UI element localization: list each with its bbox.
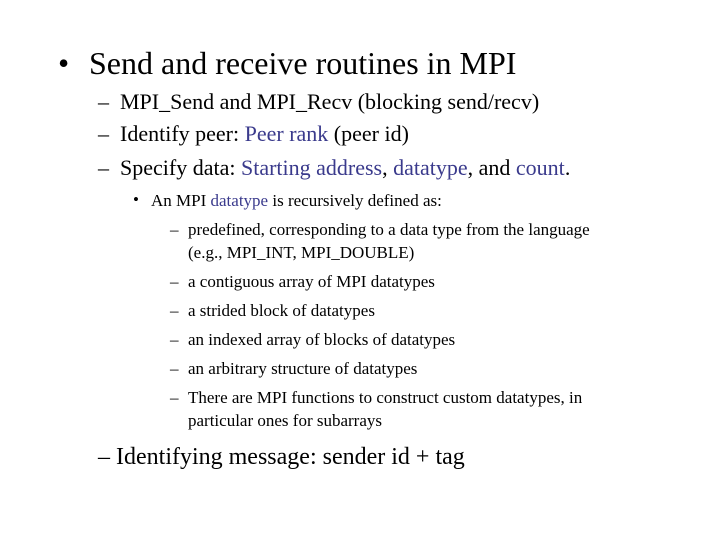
sub-item-2-post: (peer id) (328, 121, 409, 146)
datatype-item-4-text: an indexed array of blocks of datatypes (188, 330, 456, 349)
bullet-main-text: Send and receive routines in MPI (89, 45, 517, 81)
sub-item-2-pre: Identify peer: (120, 121, 245, 146)
last-item-label: Identifying message: sender id + tag (116, 444, 465, 470)
datatype-item-1-marker: – (170, 220, 179, 239)
datatype-bullet-text (151, 192, 442, 209)
datatype-item-5-marker: – (170, 359, 179, 378)
sub-item-2-marker: – (98, 121, 109, 146)
sub-item-3-highlight-2: datatype (393, 155, 468, 180)
last-item-text (98, 445, 465, 469)
datatype-item-2-text: a contiguous array of MPI datatypes (188, 272, 435, 291)
datatype-item-3-text: a strided block of datatypes (188, 301, 375, 320)
sub-item-2-highlight: Peer rank (244, 121, 329, 146)
datatype-bullet-highlight: datatype (210, 191, 269, 210)
sub-item-3-mid-2: , and (467, 155, 516, 180)
sub-item-3-highlight-1: Starting address (240, 155, 383, 180)
sub-item-2-text (120, 123, 409, 145)
sub-item-3-highlight-3: count (515, 155, 565, 180)
sub-item-3-text (120, 157, 570, 179)
sub-item-1-marker: – (98, 89, 109, 114)
datatype-item-6-line-1: There are MPI functions to construct custom datatypes, in (188, 388, 583, 407)
datatype-bullet-pre: An MPI (151, 191, 211, 210)
datatype-item-1-line-1: predefined, corresponding to a data type from the language (188, 220, 590, 239)
sub-item-3-marker: – (98, 155, 109, 180)
datatype-item-6-line-2: particular ones for subarrays (188, 411, 383, 430)
sub-item-1-text: MPI_Send and MPI_Recv (blocking send/recv) (120, 89, 540, 114)
last-item-marker: – (98, 444, 110, 470)
bullet-main-marker: • (58, 45, 70, 81)
sub-item-3-pre: Specify data: (120, 155, 241, 180)
datatype-bullet-post: is recursively defined as: (268, 191, 442, 210)
datatype-bullet-marker: • (133, 190, 139, 209)
datatype-item-3-marker: – (170, 301, 179, 320)
datatype-item-6-marker: – (170, 388, 179, 407)
datatype-item-2-marker: – (170, 272, 179, 291)
datatype-item-4-marker: – (170, 330, 179, 349)
datatype-item-1-line-2: (e.g., MPI_INT, MPI_DOUBLE) (188, 243, 415, 262)
datatype-item-5-text: an arbitrary structure of datatypes (188, 359, 418, 378)
sub-item-3-mid-1: , (382, 155, 394, 180)
sub-item-3-post: . (564, 155, 571, 180)
